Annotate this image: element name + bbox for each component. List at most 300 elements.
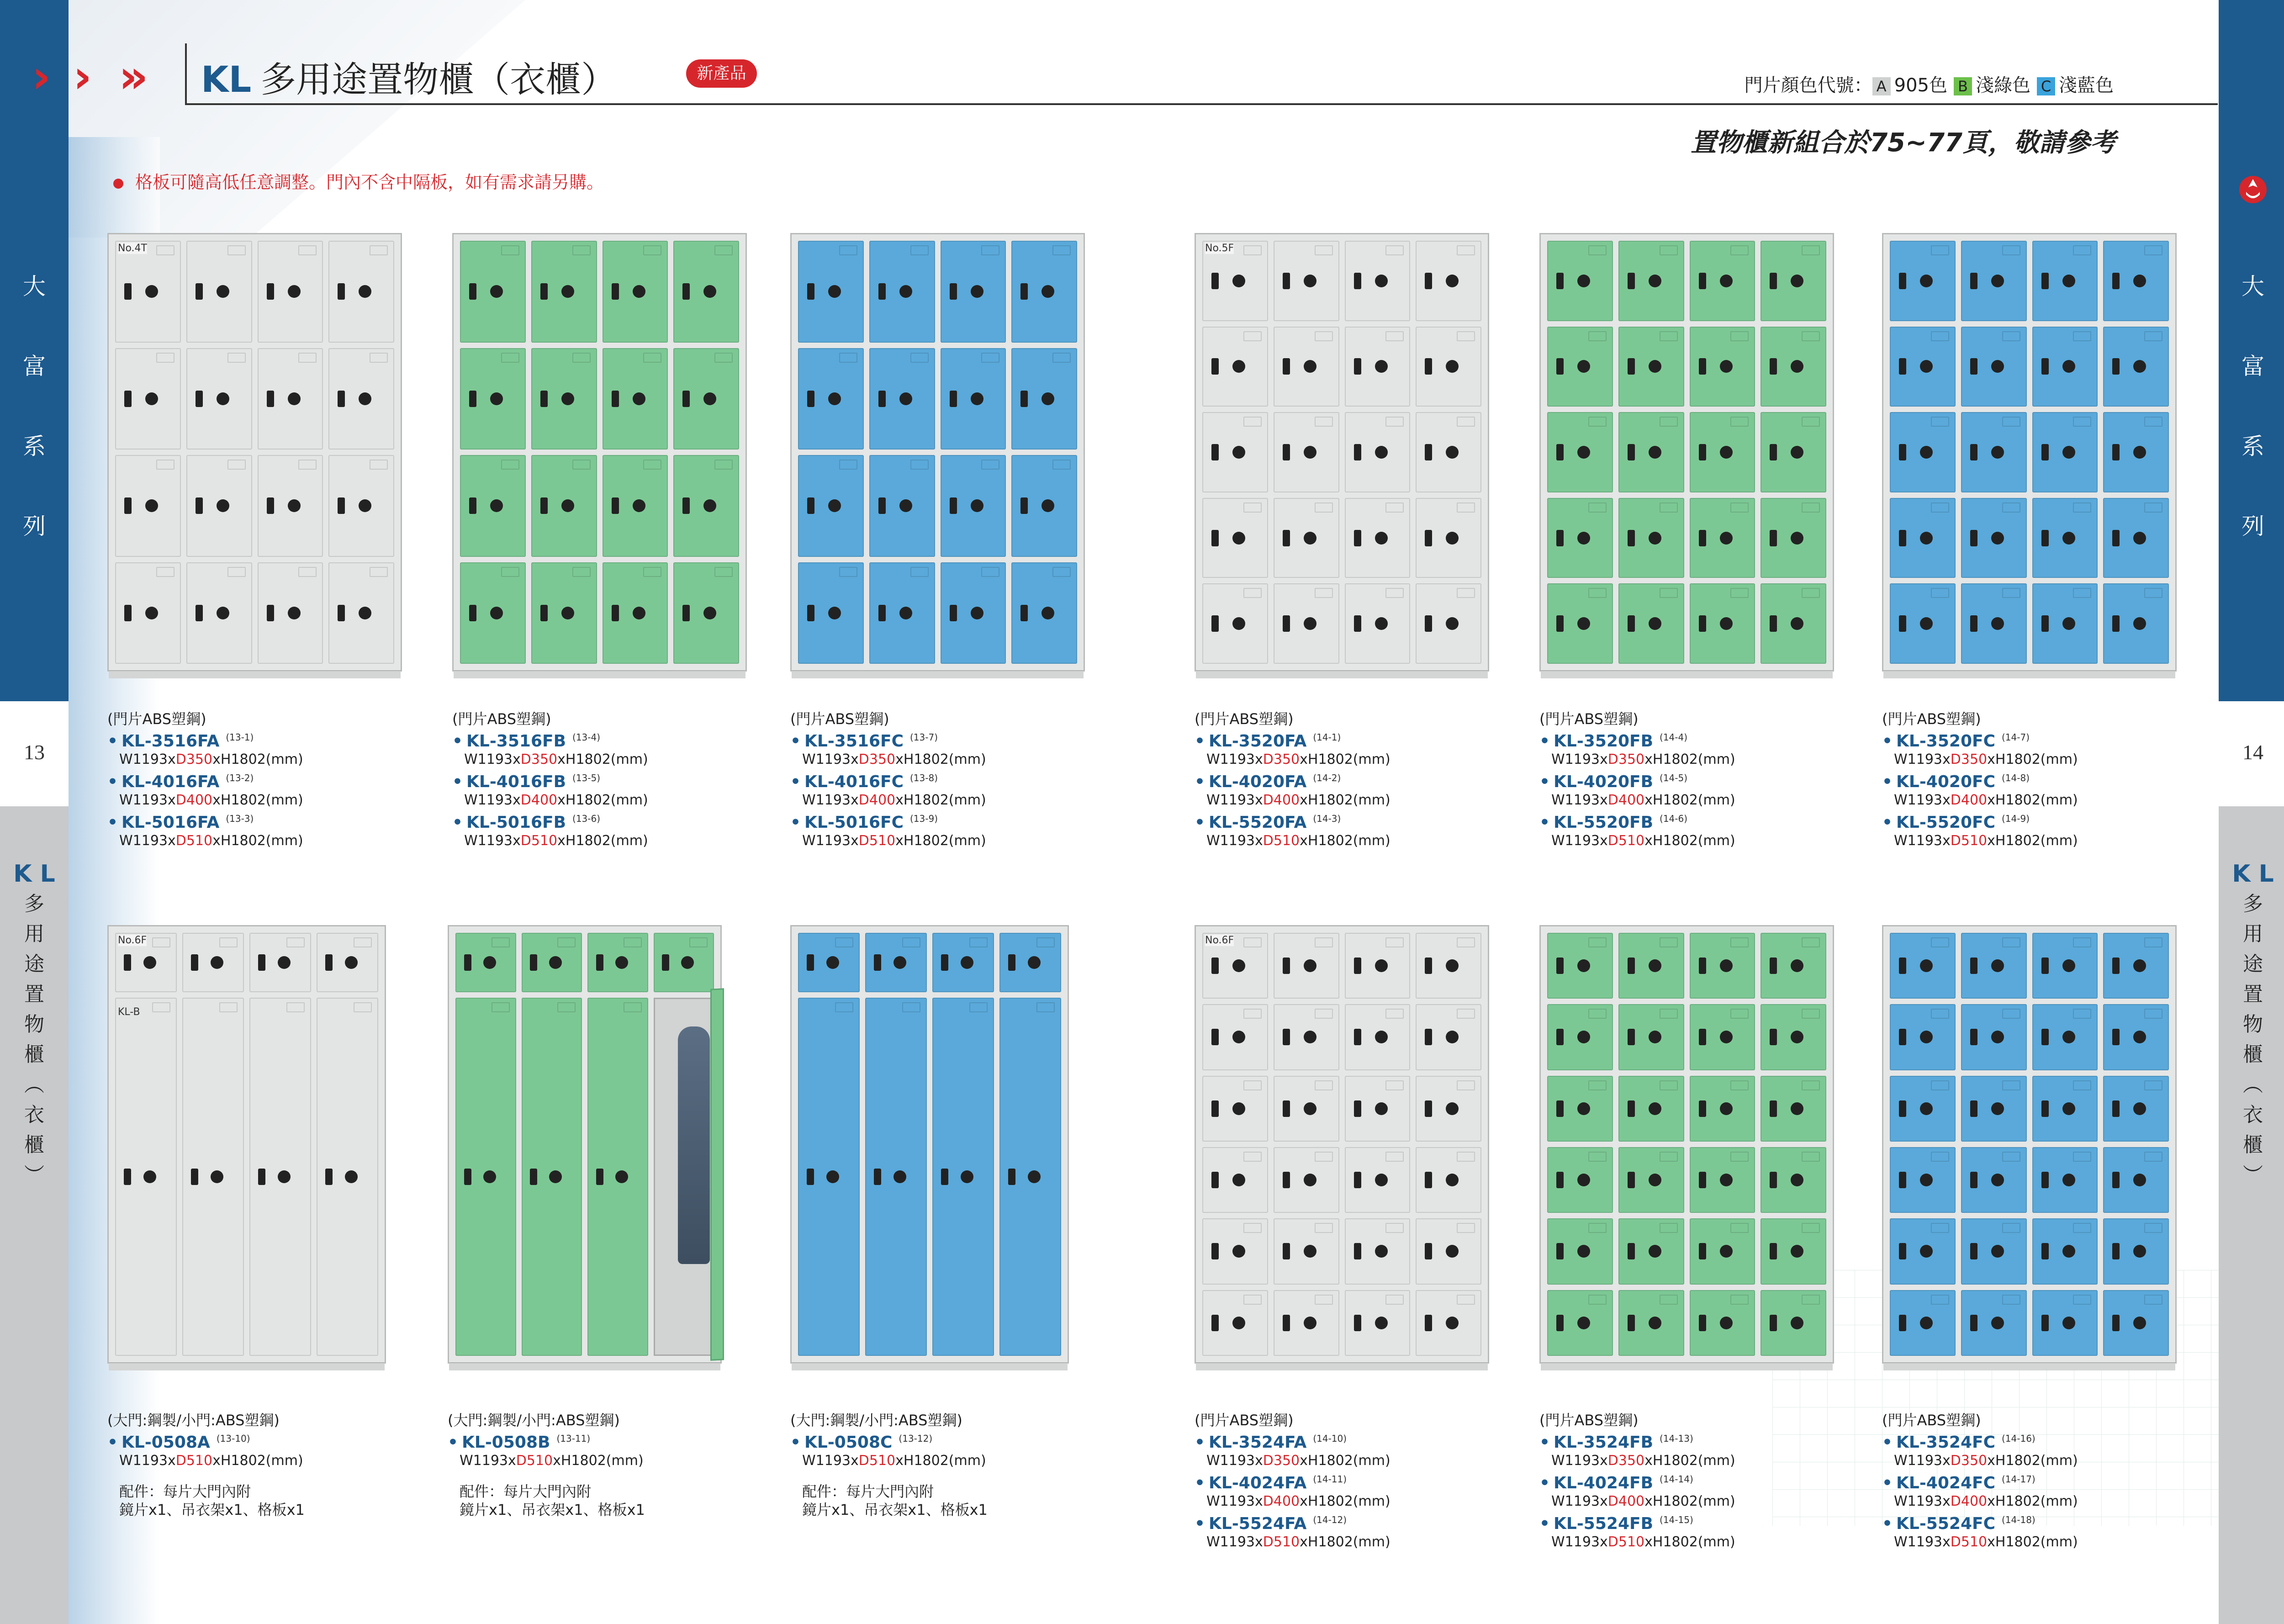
label-holder-icon [1385, 417, 1404, 427]
label-holder-icon [298, 567, 317, 577]
keypad-lock-icon [1699, 1315, 1706, 1331]
keypad-lock-icon [682, 391, 690, 407]
door-knob-icon [288, 607, 301, 619]
dimensions [107, 792, 303, 809]
keypad-lock-icon [1970, 615, 1977, 632]
label-holder-icon [1802, 1080, 1820, 1090]
locker-door [1345, 327, 1411, 407]
door-knob-icon [971, 499, 983, 512]
keypad-lock-icon [941, 954, 948, 971]
door-material-note: (門片ABS塑鋼) [1539, 710, 1639, 728]
depth-value: D350 [520, 751, 558, 767]
keypad-lock-icon [124, 1169, 131, 1185]
keypad-lock-icon [2112, 615, 2120, 632]
model-number [452, 809, 648, 832]
keypad-lock-icon [1770, 1172, 1777, 1188]
bullet-icon: • [107, 772, 118, 791]
label-holder-icon [1730, 417, 1749, 427]
keypad-lock-icon [1211, 358, 1219, 375]
label-holder-icon [492, 1002, 510, 1012]
label-holder-icon [2073, 1295, 2091, 1305]
door-knob-icon [2062, 360, 2075, 373]
door-knob-icon [217, 499, 229, 512]
locker-cabinet [452, 233, 747, 672]
locker-door [531, 348, 597, 450]
door-knob-icon [615, 1170, 628, 1183]
door-knob-icon [1446, 617, 1459, 630]
label-holder-icon [839, 353, 857, 363]
label-holder-icon [1243, 1295, 1262, 1305]
label-holder-icon [2002, 245, 2020, 255]
dimensions [452, 792, 648, 809]
left-side-series-label [0, 859, 69, 1190]
depth-value: D350 [175, 751, 213, 767]
label-holder-icon [1588, 503, 1607, 513]
keypad-lock-icon [267, 605, 274, 621]
model-name: KL-5016FB [466, 813, 566, 832]
locker-door [603, 455, 668, 557]
model-code: (14-15) [1660, 1514, 1693, 1525]
model-code: (14-6) [1660, 813, 1688, 824]
locker-door [1345, 583, 1411, 664]
model-number [1195, 809, 1390, 832]
door-knob-icon [1791, 1174, 1803, 1186]
locker-door [1274, 412, 1339, 492]
door-knob-icon [1577, 1174, 1590, 1186]
label-holder-icon [643, 245, 661, 255]
keypad-lock-icon [612, 605, 619, 621]
door-knob-icon [826, 1170, 839, 1183]
locker-door [2032, 1218, 2098, 1284]
model-number [1539, 1510, 1735, 1534]
keypad-lock-icon [1770, 1100, 1777, 1117]
keypad-lock-icon [1628, 615, 1635, 632]
locker-base [792, 1362, 1068, 1370]
door-knob-icon [1375, 360, 1388, 373]
keypad-lock-icon [1211, 957, 1219, 974]
model-name: KL-3516FA [122, 732, 220, 751]
locker-door [2032, 412, 2098, 492]
right-side-series-label [2219, 859, 2284, 1190]
door-knob-icon [1232, 1317, 1245, 1329]
door-knob-icon [217, 285, 229, 298]
page-number-left: 13 [24, 741, 45, 764]
locker-door [1618, 933, 1684, 999]
model-code: (14-7) [2002, 732, 2030, 743]
locker-door [531, 241, 597, 343]
keypad-lock-icon [1283, 1243, 1290, 1259]
door-knob-icon [1304, 1245, 1316, 1258]
door-knob-icon [1375, 446, 1388, 459]
keypad-lock-icon [807, 1169, 814, 1185]
keypad-lock-icon [1556, 1315, 1564, 1331]
keypad-lock-icon [1970, 1029, 1977, 1045]
door-knob-icon [1791, 360, 1803, 373]
dimension-part: xH1802(mm) [553, 1453, 644, 1469]
door-knob-icon [1042, 392, 1054, 405]
label-holder-icon [492, 937, 510, 947]
keypad-lock-icon [1283, 1029, 1290, 1045]
label-holder-icon [835, 937, 853, 947]
side-char: 系 [23, 433, 46, 460]
label-holder-icon [1802, 1009, 1820, 1019]
keypad-lock-icon [2112, 1172, 2120, 1188]
keypad-lock-icon [338, 605, 345, 621]
dimension-part: xH1802(mm) [557, 751, 648, 767]
side-char: 列 [2242, 513, 2264, 540]
label-holder-icon [2002, 1080, 2020, 1090]
locker-door [1690, 1004, 1755, 1070]
dimensions [790, 1452, 988, 1470]
door-knob-icon [1375, 1317, 1388, 1329]
label-holder-icon [1457, 331, 1475, 341]
keypad-lock-icon [1628, 957, 1635, 974]
side-label-char: ︶ [24, 1164, 44, 1187]
locker-base [1196, 1362, 1488, 1370]
door-knob-icon [1991, 275, 2004, 287]
keypad-lock-icon [1899, 1029, 1906, 1045]
side-label-char: 多 [2243, 892, 2263, 915]
door-knob-icon [1577, 446, 1590, 459]
door-knob-icon [1720, 1317, 1733, 1329]
model-name: KL-4024FC [1896, 1474, 1995, 1492]
door-knob-icon [828, 607, 841, 619]
model-name: KL-5520FA [1209, 813, 1307, 832]
locker-door [258, 348, 323, 450]
keypad-lock-icon [1770, 1315, 1777, 1331]
label-holder-icon [1052, 353, 1071, 363]
locker-door [1961, 583, 2027, 664]
model-number [1539, 728, 1735, 751]
dimension-part: xH1802(mm) [1644, 1453, 1735, 1469]
dimensions [1882, 1452, 2078, 1470]
keypad-lock-icon [1970, 1100, 1977, 1117]
side-label-char: 櫃 [2243, 1043, 2263, 1066]
locker-door [1202, 1290, 1268, 1356]
label-holder-icon [1243, 1152, 1262, 1162]
keypad-lock-icon [682, 497, 690, 514]
label-holder-icon [227, 245, 246, 255]
keypad-lock-icon [1770, 957, 1777, 974]
dimensions [452, 751, 648, 768]
door-knob-icon [2133, 275, 2146, 287]
dimensions [107, 1452, 305, 1470]
label-holder-icon [1588, 1080, 1607, 1090]
label-holder-icon [2073, 503, 2091, 513]
door-knob-icon [145, 607, 158, 619]
depth-value: D350 [1607, 751, 1645, 767]
locker-cabinet [1539, 925, 1834, 1364]
color-swatch-b: B [1954, 77, 1972, 95]
label-holder-icon [156, 353, 174, 363]
locker-base [792, 670, 1084, 678]
model-name: KL-5520FB [1554, 813, 1654, 832]
keypad-lock-icon [325, 954, 333, 971]
model-code: (13-5) [572, 772, 601, 783]
keypad-lock-icon [2041, 273, 2049, 289]
locker-door [654, 933, 714, 992]
locker-door [1761, 1147, 1826, 1213]
keypad-lock-icon [1425, 1243, 1432, 1259]
model-number [790, 728, 986, 751]
locker-door [2103, 583, 2169, 664]
locker-door [1618, 1147, 1684, 1213]
door-knob-icon [1446, 1245, 1459, 1258]
keypad-lock-icon [124, 605, 132, 621]
door-knob-icon [1375, 617, 1388, 630]
keypad-lock-icon [950, 497, 957, 514]
label-holder-icon [1315, 331, 1333, 341]
locker-door [1547, 327, 1613, 407]
locker-door [455, 933, 516, 992]
label-holder-icon [2002, 588, 2020, 598]
dimensions [452, 832, 648, 850]
door-knob-icon [828, 392, 841, 405]
locker-caption [1882, 710, 2078, 850]
label-holder-icon [2144, 1295, 2162, 1305]
keypad-lock-icon [1008, 1169, 1015, 1185]
locker-door [1274, 1218, 1339, 1284]
side-char: 大 [2242, 273, 2264, 300]
keypad-lock-icon [2041, 957, 2049, 974]
door-knob-icon [490, 607, 503, 619]
label-holder-icon [2144, 331, 2162, 341]
shelf-note-text: 格板可隨高低任意調整。門內不含中隔板，如有需求請另購。 [135, 172, 604, 192]
locker-door [798, 455, 864, 557]
locker-door [115, 241, 181, 343]
door-knob-icon [1304, 617, 1316, 630]
model-name: KL-3516FB [466, 732, 566, 751]
door-knob-icon [1649, 1174, 1661, 1186]
keypad-lock-icon [464, 954, 471, 971]
keypad-lock-icon [1699, 1100, 1706, 1117]
model-number [1195, 1470, 1390, 1493]
keypad-lock-icon [1899, 1315, 1906, 1331]
door-knob-icon [2062, 532, 2075, 545]
side-label-char: 置 [2243, 983, 2263, 1006]
door-knob-icon [288, 499, 301, 512]
locker-door [1961, 241, 2027, 321]
model-number [1195, 728, 1390, 751]
model-number [107, 728, 303, 751]
keypad-lock-icon [1970, 1243, 1977, 1259]
keypad-lock-icon [1211, 1100, 1219, 1117]
label-holder-icon [2002, 331, 2020, 341]
door-knob-icon [1042, 499, 1054, 512]
label-holder-icon [2144, 588, 2162, 598]
side-label-char: 途 [2243, 952, 2263, 976]
bullet-icon: • [1539, 1433, 1550, 1452]
label-holder-icon [1660, 1152, 1678, 1162]
locker-door [1547, 1290, 1613, 1356]
label-holder-icon [2144, 245, 2162, 255]
model-name: KL-3520FC [1896, 732, 1995, 751]
door-knob-icon [894, 956, 906, 969]
door-knob-icon [1720, 532, 1733, 545]
door-material-note: (門片ABS塑鋼) [790, 710, 889, 728]
label-holder-icon [1660, 503, 1678, 513]
side-label-char: 多 [24, 892, 44, 915]
depth-value: D400 [520, 792, 558, 808]
model-code: (14-9) [2002, 813, 2030, 824]
locker-door [1761, 498, 1826, 578]
locker-door [2103, 1004, 2169, 1070]
locker-door [1761, 1290, 1826, 1356]
model-code: (14-14) [1660, 1474, 1693, 1485]
keypad-lock-icon [2112, 273, 2120, 289]
locker-door [1761, 1004, 1826, 1070]
model-code: (14-11) [1313, 1474, 1347, 1485]
keypad-lock-icon [1283, 273, 1290, 289]
locker-door [798, 562, 864, 664]
model-name: KL-5524FA [1209, 1514, 1307, 1533]
dimension-part: xH1802(mm) [1644, 833, 1735, 849]
locker-door [1202, 327, 1268, 407]
door-knob-icon [703, 499, 716, 512]
model-code: (13-4) [572, 732, 601, 743]
label-holder-icon [714, 567, 733, 577]
locker-door [1890, 1290, 1956, 1356]
door-knob-icon [1920, 1031, 1933, 1043]
locker-base [1541, 1362, 1833, 1370]
label-holder-icon [643, 353, 661, 363]
keypad-lock-icon [1770, 1243, 1777, 1259]
door-knob-icon [1991, 1245, 2004, 1258]
keypad-lock-icon [2112, 957, 2120, 974]
side-label-char: ︵ [24, 1073, 44, 1096]
locker-door [1274, 327, 1339, 407]
locker-door [258, 562, 323, 664]
locker-door [1618, 1076, 1684, 1142]
page-title [201, 51, 617, 102]
depth-value: D510 [858, 833, 896, 849]
model-name: KL-5016FC [804, 813, 904, 832]
keypad-lock-icon [1770, 444, 1777, 460]
locker-door [115, 348, 181, 450]
side-char: 富 [2242, 353, 2264, 380]
locker-door [2103, 498, 2169, 578]
keypad-lock-icon [807, 283, 814, 300]
model-name: KL-3524FC [1896, 1433, 1995, 1452]
label-holder-icon [2073, 1009, 2091, 1019]
door-knob-icon [1649, 617, 1661, 630]
dimension-part: W1193x [1206, 1534, 1263, 1550]
dimensions [1195, 832, 1390, 850]
door-knob-icon [1232, 1102, 1245, 1115]
keypad-lock-icon [878, 391, 886, 407]
locker-cabinet [790, 925, 1069, 1364]
keypad-lock-icon [1699, 1172, 1706, 1188]
door-material-note: (門片ABS塑鋼) [452, 710, 551, 728]
door-knob-icon [1577, 1031, 1590, 1043]
door-knob-icon [2062, 1317, 2075, 1329]
bullet-icon: • [107, 1433, 118, 1452]
locker-door [1345, 1218, 1411, 1284]
locker-base [449, 1362, 720, 1370]
door-knob-icon [1232, 1031, 1245, 1043]
locker-door [1547, 241, 1613, 321]
dimension-part: xH1802(mm) [1644, 1493, 1735, 1509]
door-knob-icon [1232, 275, 1245, 287]
locker-door [328, 562, 394, 664]
door-knob-icon [1577, 275, 1590, 287]
door-knob-icon [1446, 1174, 1459, 1186]
label-holder-icon [1931, 417, 1949, 427]
dimension-part: xH1802(mm) [1644, 792, 1735, 808]
locker-door [1011, 348, 1077, 450]
side-label-char: 櫃 [24, 1133, 44, 1157]
keypad-lock-icon [530, 1169, 537, 1185]
locker-door [1961, 933, 2027, 999]
door-knob-icon [1446, 360, 1459, 373]
label-holder-icon [1931, 588, 1949, 598]
keypad-lock-icon [1970, 358, 1977, 375]
locker-door [1761, 933, 1826, 999]
keypad-lock-icon [1556, 615, 1564, 632]
model-code: (14-2) [1313, 772, 1341, 783]
door-knob-icon [1232, 532, 1245, 545]
side-label-char: 物 [2243, 1013, 2263, 1036]
keypad-lock-icon [1556, 444, 1564, 460]
bullet-icon: • [1195, 1474, 1205, 1492]
label-holder-icon [1243, 937, 1262, 947]
label-holder-icon [2002, 417, 2020, 427]
keypad-lock-icon [1211, 1029, 1219, 1045]
accessory-line: 配件：每片大門內附 [460, 1483, 592, 1500]
label-holder-icon [1660, 1009, 1678, 1019]
keypad-lock-icon [874, 1169, 881, 1185]
door-knob-icon [1649, 1317, 1661, 1329]
door-knob-icon [2062, 959, 2075, 972]
door-knob-icon [1920, 275, 1933, 287]
color-label-c: 淺藍色 [2059, 75, 2114, 96]
door-knob-icon [899, 285, 912, 298]
locker-door [1690, 327, 1755, 407]
dimension-part: W1193x [1551, 1493, 1608, 1509]
locker-door [1274, 933, 1339, 999]
label-holder-icon [1931, 1152, 1949, 1162]
label-holder-icon [370, 567, 388, 577]
keypad-lock-icon [1699, 615, 1706, 632]
bullet-icon: • [1195, 813, 1205, 832]
locker-door [317, 933, 378, 992]
locker-door [2103, 1218, 2169, 1284]
label-holder-icon [1315, 1295, 1333, 1305]
door-knob-icon [490, 499, 503, 512]
locker-door [1345, 241, 1411, 321]
label-holder-icon [910, 353, 929, 363]
locker-caption [452, 710, 648, 850]
accessory-note [448, 1482, 645, 1519]
door-material-note: (大門:鋼製/小門:ABS塑鋼) [790, 1412, 962, 1429]
keypad-lock-icon [2112, 530, 2120, 546]
dimension-part: W1193x [1206, 792, 1263, 808]
keypad-lock-icon [338, 497, 345, 514]
dimension-part: xH1802(mm) [1987, 1534, 2078, 1550]
locker-door [1202, 583, 1268, 664]
model-number [1882, 809, 2078, 832]
label-holder-icon [714, 460, 733, 470]
locker-caption [1882, 1412, 2078, 1551]
keypad-lock-icon [1899, 444, 1906, 460]
side-kl: K L [2232, 860, 2274, 888]
label-holder-icon [1660, 331, 1678, 341]
door-knob-icon [1991, 1174, 2004, 1186]
locker-door [1416, 498, 1481, 578]
model-plate: No.6F [1205, 935, 1234, 946]
label-holder-icon [501, 245, 519, 255]
door-knob-icon [1375, 532, 1388, 545]
